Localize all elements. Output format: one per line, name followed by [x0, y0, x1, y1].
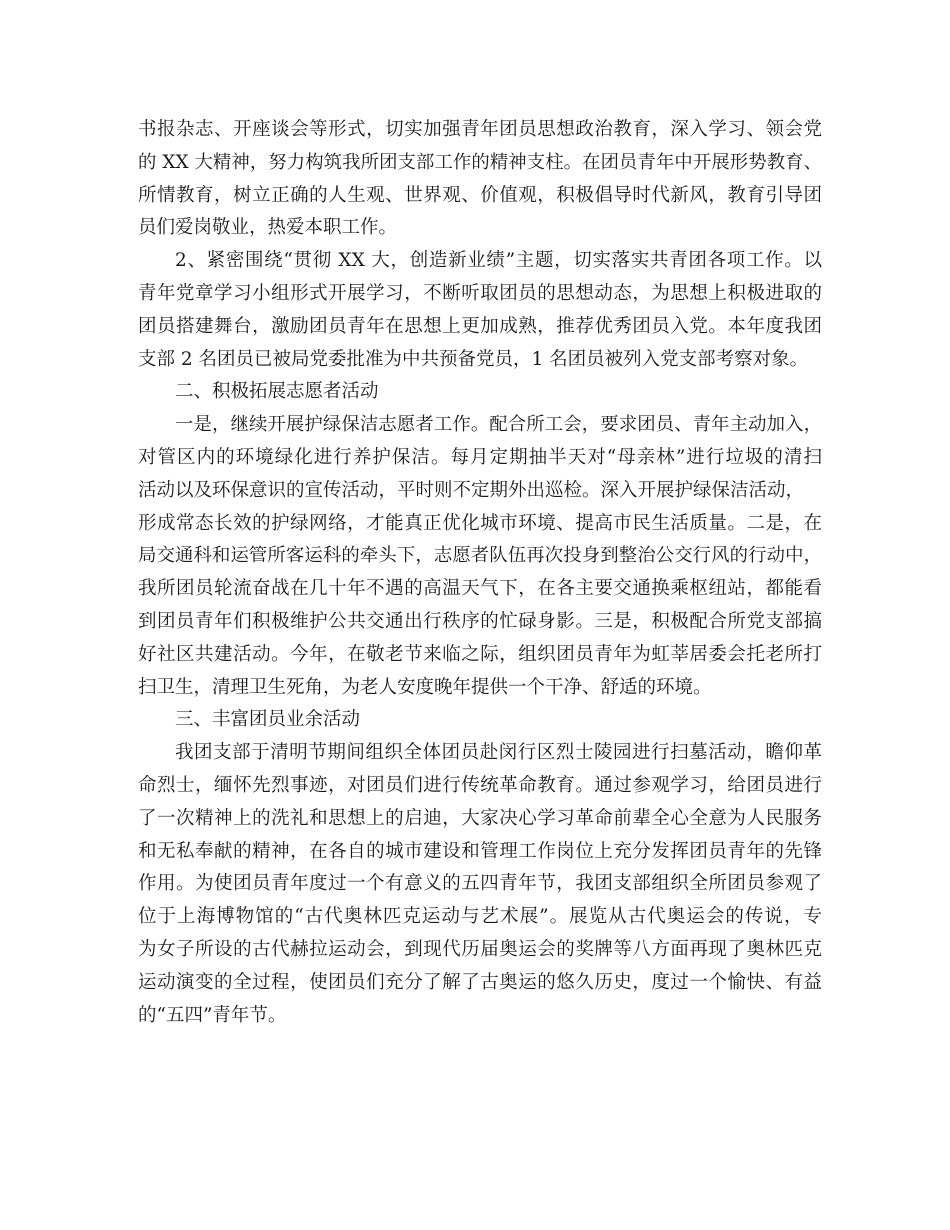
- text-line: 好社区共建活动。今年，在敬老节来临之际，组织团员青年为虹莘居委会托老所打: [138, 643, 822, 665]
- text-line: 位于上海博物馆的“古代奥林匹克运动与艺术展”。展览从古代奥运会的传说，专: [138, 906, 822, 928]
- text-line: 形成常态长效的护绿网络，才能真正优化城市环境、提高市民生活质量。二是，在: [138, 512, 822, 534]
- text-line: 书报杂志、开座谈会等形式，切实加强青年团员思想政治教育，深入学习、领会党: [138, 119, 822, 140]
- text-line: 对管区内的环境绿化进行养护保洁。每月定期抽半天对“母亲林”进行垃圾的清扫: [138, 446, 822, 468]
- text-line: 所情教育，树立正确的人生观、世界观、价值观，积极倡导时代新风，教育引导团: [138, 184, 822, 206]
- text-line: 一是，继续开展护绿保洁志愿者工作。配合所工会，要求团员、青年主动加入，: [175, 414, 822, 436]
- text-line: 团员搭建舞台，激励团员青年在思想上更加成熟，推荐优秀团员入党。本年度我团: [138, 315, 822, 337]
- text-line: 运动演变的全过程，使团员们充分了解了古奥运的悠久历史，度过一个愉快、有益: [138, 971, 822, 993]
- text-line: 支部 2 名团员已被局党委批准为中共预备党员，1 名团员被列入党支部考察对象。: [138, 348, 809, 370]
- text-line: 了一次精神上的洗礼和思想上的启迪，大家决心学习革命前辈全心全意为人民服务: [138, 807, 822, 829]
- text-line: 我团支部于清明节期间组织全体团员赴闵行区烈士陵园进行扫墓活动，瞻仰革: [175, 742, 822, 764]
- text-line: 为女子所设的古代赫拉运动会，到现代历届奥运会的奖牌等八方面再现了奥林匹克: [138, 938, 822, 960]
- text-line: 2、紧密围绕“贯彻 XX 大，创造新业绩”主题，切实落实共青团各项工作。以: [175, 250, 822, 272]
- text-line: 作用。为使团员青年度过一个有意义的五四青年节，我团支部组织全所团员参观了: [138, 873, 822, 895]
- text-line: 活动以及环保意识的宣传活动，平时则不定期外出巡检。深入开展护绿保洁活动，: [138, 479, 805, 501]
- text-line: 三、丰富团员业余活动: [175, 709, 361, 731]
- text-line: 局交通科和运管所客运科的牵头下，志愿者队伍再次投身到整治公交行风的行动中，: [138, 545, 822, 567]
- text-line: 到团员青年们积极维护公共交通出行秩序的忙碌身影。三是，积极配合所党支部搞: [138, 610, 822, 632]
- text-line: 的 XX 大精神，努力构筑我所团支部工作的精神支柱。在团员青年中开展形势教育、: [138, 151, 822, 173]
- text-line: 员们爱岗敬业，热爱本职工作。: [138, 217, 398, 239]
- text-line: 命烈士，缅怀先烈事迹，对团员们进行传统革命教育。通过参观学习，给团员进行: [138, 774, 822, 796]
- text-line: 的“五四”青年节。: [138, 1004, 287, 1026]
- text-line: 和无私奉献的精神，在各自的城市建设和管理工作岗位上充分发挥团员青年的先锋: [138, 840, 822, 862]
- text-line: 二、积极拓展志愿者活动: [175, 381, 379, 403]
- document-body: [138, 114, 822, 1032]
- text-line: 扫卫生，清理卫生死角，为老人安度晚年提供一个干净、舒适的环境。: [138, 676, 712, 698]
- text-line: 青年党章学习小组形式开展学习，不断听取团员的思想动态，为思想上积极进取的: [138, 282, 822, 304]
- text-line: 我所团员轮流奋战在几十年不遇的高温天气下，在各主要交通换乘枢纽站，都能看: [138, 578, 822, 600]
